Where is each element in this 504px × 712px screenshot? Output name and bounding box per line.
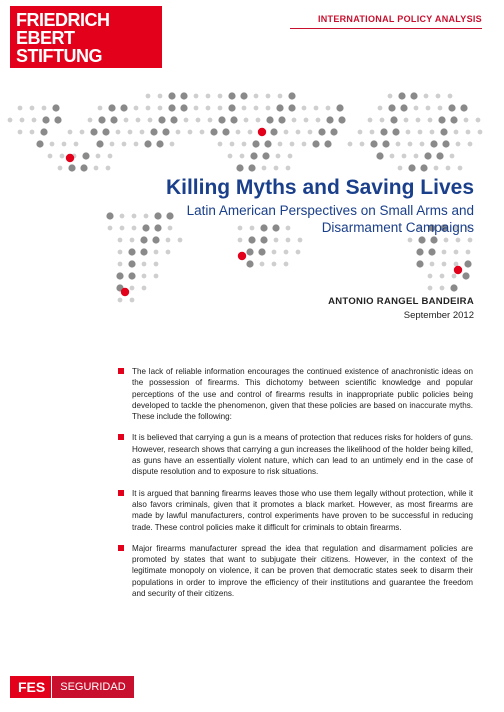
map-dot [142,262,147,267]
logo-line-3: STIFTUNG [16,46,102,66]
map-dot [196,118,201,123]
map-dot [250,152,257,159]
map-dot [40,128,47,135]
logo-line-1: FRIEDRICH [16,10,110,30]
map-dot [118,262,123,267]
map-dot [454,250,459,255]
bullet-square-icon [118,368,124,374]
map-dot [440,128,447,135]
map-dot [286,166,291,171]
map-dot [444,238,449,243]
map-dot [246,248,253,255]
map-dot [50,142,55,147]
map-dot [368,118,373,123]
map-dot [144,214,149,219]
author-name: ANTONIO RANGEL BANDEIRA [328,296,474,307]
map-dot [244,118,249,123]
map-dot [120,104,127,111]
map-dot [388,104,395,111]
map-dot [438,116,445,123]
map-dot [416,118,421,123]
map-dot [228,92,235,99]
map-dot [314,106,319,111]
map-dot [236,130,241,135]
map-dot [32,118,37,123]
map-dot [290,142,295,147]
map-dot [188,130,193,135]
map-dot [184,118,189,123]
map-dot [210,128,217,135]
map-dot [330,128,337,135]
map-dot [430,262,435,267]
summary-item [118,543,473,599]
summary-text: Major firearms manufacturer spread the idea that regulation and disarmament policies are promoted by states that want to subjugate their citizens. However, in the context of the legitimate monopoly on violence, it can be proven that democratic states seek to disarm their populations in order to improve the efficiency of their institutions and guarantee the freedom and security of their citizens. [132,543,473,599]
map-dot [68,130,73,135]
map-dot [242,142,247,147]
map-dot [478,130,483,135]
map-dot [128,260,135,267]
map-dot [326,116,333,123]
map-dot [252,140,259,147]
map-dot [426,106,431,111]
map-dot [132,214,137,219]
map-dot [454,266,462,274]
map-dot [468,142,473,147]
map-dot [140,236,147,243]
map-dot [296,130,301,135]
map-dot [448,104,455,111]
map-dot [248,164,255,171]
map-dot [416,260,423,267]
map-dot [106,166,111,171]
map-dot [80,130,85,135]
map-dot [376,152,383,159]
map-dot [370,130,375,135]
map-dot [380,128,387,135]
summary-text: The lack of reliable information encourages the continued existence of anachronistic ideas on the possession of firearms. This dichotomy between scientific knowledge and popular perceptions of the use and control of firearms results in inappropriate public policies being developed to tackle the phenomenon, given that these policies are based on inaccurate myths. These include the following: [132,367,473,422]
map-dot [246,260,253,267]
map-dot [284,130,289,135]
map-dot [36,140,43,147]
map-dot [248,236,255,243]
map-dot [274,166,279,171]
map-dot [338,116,345,123]
map-dot [170,116,177,123]
map-dot [326,106,331,111]
map-dot [304,118,309,123]
footer-section: SEGURIDAD [51,676,133,698]
summary-text: It is argued that banning firearms leaves those who use them legally without protection, while it also favors criminals, given that it promotes a black market. However, as most firearms are made by lawful manufacturers, control experiments have proven to be successful in reducing trade. These control policies make it difficult for criminals to obtain firearms. [132,488,473,532]
bullet-square-icon [118,545,124,551]
map-dot [74,142,79,147]
map-dot [124,118,129,123]
publication-date: September 2012 [403,310,474,321]
map-dot [30,106,35,111]
map-dot [194,106,199,111]
map-dot [96,154,101,159]
map-dot [370,140,377,147]
map-dot [402,154,407,159]
map-dot [154,262,159,267]
map-dot [272,250,277,255]
map-dot [66,154,74,162]
map-dot [218,94,223,99]
map-dot [414,106,419,111]
map-dot [390,116,397,123]
map-dot [286,238,291,243]
map-dot [418,130,423,135]
map-dot [180,92,187,99]
map-dot [146,94,151,99]
map-dot [276,104,283,111]
map-dot [258,128,266,136]
map-dot [218,142,223,147]
map-dot [128,272,135,279]
footer-fes: FES [10,676,51,698]
map-dot [448,94,453,99]
map-dot [442,262,447,267]
map-dot [442,140,449,147]
map-dot [284,262,289,267]
map-dot [88,118,93,123]
map-dot [288,92,295,99]
map-dot [266,116,273,123]
map-dot [436,94,441,99]
map-dot [54,116,61,123]
map-dot [378,106,383,111]
map-dot [254,94,259,99]
map-dot [424,152,431,159]
map-dot [400,104,407,111]
map-dot [98,116,105,123]
map-dot [166,250,171,255]
page-title: Killing Myths and Saving Lives [165,176,474,199]
map-dot [110,116,117,123]
map-dot [118,238,123,243]
map-dot [178,238,183,243]
map-dot [396,142,401,147]
map-dot [110,142,115,147]
map-dot [130,238,135,243]
map-dot [142,286,147,291]
map-dot [180,104,187,111]
map-dot [200,130,205,135]
map-dot [18,106,23,111]
map-dot [416,248,423,255]
map-dot [68,164,75,171]
map-dot [258,248,265,255]
map-dot [96,140,103,147]
map-dot [462,272,469,279]
map-dot [398,92,405,99]
map-dot [30,130,35,135]
map-dot [434,166,439,171]
map-dot [254,106,259,111]
map-dot [48,154,53,159]
map-dot [430,130,435,135]
map-dot [348,142,353,147]
map-dot [456,142,461,147]
map-dot [262,152,269,159]
map-dot [450,154,455,159]
map-dot [390,154,395,159]
map-dot [130,298,135,303]
map-dot [278,142,283,147]
map-dot [392,128,399,135]
map-dot [428,286,433,291]
map-dot [142,274,147,279]
map-dot [248,130,253,135]
map-dot [454,130,459,135]
map-dot [158,106,163,111]
map-dot [134,106,139,111]
bullet-square-icon [118,490,124,496]
map-dot [108,104,115,111]
map-dot [476,118,481,123]
map-dot [288,154,293,159]
map-dot [222,128,229,135]
map-dot [316,118,321,123]
map-dot [52,104,59,111]
map-dot [264,140,271,147]
map-dot [130,286,135,291]
map-dot [162,128,169,135]
map-dot [468,238,473,243]
map-dot [156,140,163,147]
map-dot [298,238,303,243]
summary-item [118,488,473,533]
map-dot [62,142,67,147]
page-subtitle: Latin American Perspectives on Small Arms and Disarmament Campaigns [186,203,474,235]
map-dot [122,142,127,147]
map-dot [148,118,153,123]
map-dot [42,116,49,123]
map-dot [454,262,459,267]
map-dot [240,154,245,159]
map-dot [128,248,135,255]
map-dot [302,142,307,147]
map-dot [262,166,267,171]
map-dot [154,274,159,279]
map-dot [150,128,157,135]
map-dot [324,140,331,147]
map-dot [236,164,243,171]
map-dot [278,116,285,123]
map-dot [238,238,243,243]
map-dot [158,116,165,123]
bullet-square-icon [118,434,124,440]
map-dot [312,140,319,147]
map-dot [442,250,447,255]
map-dot [358,130,363,135]
map-dot [274,238,279,243]
map-dot [120,214,125,219]
map-dot [260,236,267,243]
map-dot [360,142,365,147]
map-dot [154,250,159,255]
map-dot [90,128,97,135]
map-dot [458,166,463,171]
summary-list [118,366,473,609]
map-dot [136,118,141,123]
map-dot [118,298,123,303]
map-dot [450,284,457,291]
map-dot [318,128,325,135]
summary-text: It is believed that carrying a gun is a means of protection that reduces risks for holders of guns. However, research shows that carrying a gun increases the likelihood of the holder being killed, as guns have an essentially violent nature, which can lead to an untimely end in the case of dispute resolution and to exposure to risk situations. [132,433,473,477]
map-dot [456,238,461,243]
map-dot [120,226,125,231]
map-dot [292,118,297,123]
map-dot [18,130,23,135]
map-dot [438,106,443,111]
map-dot [166,238,171,243]
map-dot [140,248,147,255]
map-dot [228,104,235,111]
map-dot [42,106,47,111]
map-dot [60,154,65,159]
map-dot [276,154,281,159]
map-dot [170,142,175,147]
map-dot [168,104,175,111]
map-dot [260,262,265,267]
map-dot [80,164,87,171]
series-label: INTERNATIONAL POLICY ANALYSIS [317,14,482,24]
map-dot [408,238,413,243]
map-dot [428,118,433,123]
map-dot [8,118,13,123]
map-dot [440,274,445,279]
summary-item [118,366,473,422]
map-dot [440,286,445,291]
map-dot [58,166,63,171]
map-dot [424,94,429,99]
map-dot [168,92,175,99]
map-dot [20,118,25,123]
map-dot [132,226,137,231]
map-dot [242,106,247,111]
map-dot [121,288,129,296]
map-dot [428,248,435,255]
map-dot [194,94,199,99]
map-dot [418,236,425,243]
logo-line-2: EBERT [16,28,75,48]
map-dot [118,250,123,255]
map-dot [296,250,301,255]
map-dot [450,116,457,123]
map-dot [404,118,409,123]
map-dot [142,224,149,231]
map-dot [218,106,223,111]
map-dot [152,236,159,243]
map-dot [460,104,467,111]
map-dot [278,94,283,99]
map-dot [420,142,425,147]
map-dot [464,118,469,123]
map-dot [430,236,437,243]
map-dot [284,250,289,255]
map-dot [380,118,385,123]
map-dot [428,274,433,279]
map-dot [336,104,343,111]
map-dot [288,104,295,111]
map-dot [94,166,99,171]
map-dot [102,128,109,135]
map-dot [308,130,313,135]
map-dot [218,116,225,123]
map-dot [108,226,113,231]
map-dot [382,140,389,147]
summary-item [118,432,473,477]
map-dot [430,140,437,147]
map-dot [116,130,121,135]
map-dot [108,154,113,159]
map-dot [270,128,277,135]
map-dot [452,274,457,279]
map-dot [408,164,415,171]
map-dot [466,250,471,255]
map-dot [98,106,103,111]
map-dot [230,142,235,147]
map-dot [414,154,419,159]
map-dot [238,252,246,260]
map-dot [140,130,145,135]
map-dot [436,152,443,159]
map-dot [82,152,89,159]
map-dot [266,94,271,99]
map-dot [446,166,451,171]
map-dot [466,130,471,135]
map-dot [302,106,307,111]
map-dot [272,262,277,267]
map-dot [420,164,427,171]
map-dot [266,106,271,111]
map-dot [228,154,233,159]
map-dot [240,92,247,99]
map-dot [206,94,211,99]
map-dot [230,116,237,123]
map-dot [398,166,403,171]
map-dot [208,118,213,123]
map-dot [158,94,163,99]
dotted-world-map [0,0,504,340]
map-dot [256,118,261,123]
map-dot [106,212,113,219]
map-dot [410,92,417,99]
map-dot [144,140,151,147]
map-dot [464,260,471,267]
map-dot [146,106,151,111]
map-dot [134,142,139,147]
map-dot [388,94,393,99]
map-dot [206,106,211,111]
map-dot [176,130,181,135]
map-dot [408,142,413,147]
map-dot [406,130,411,135]
map-dot [116,272,123,279]
footer-brand [10,676,134,698]
map-dot [128,130,133,135]
